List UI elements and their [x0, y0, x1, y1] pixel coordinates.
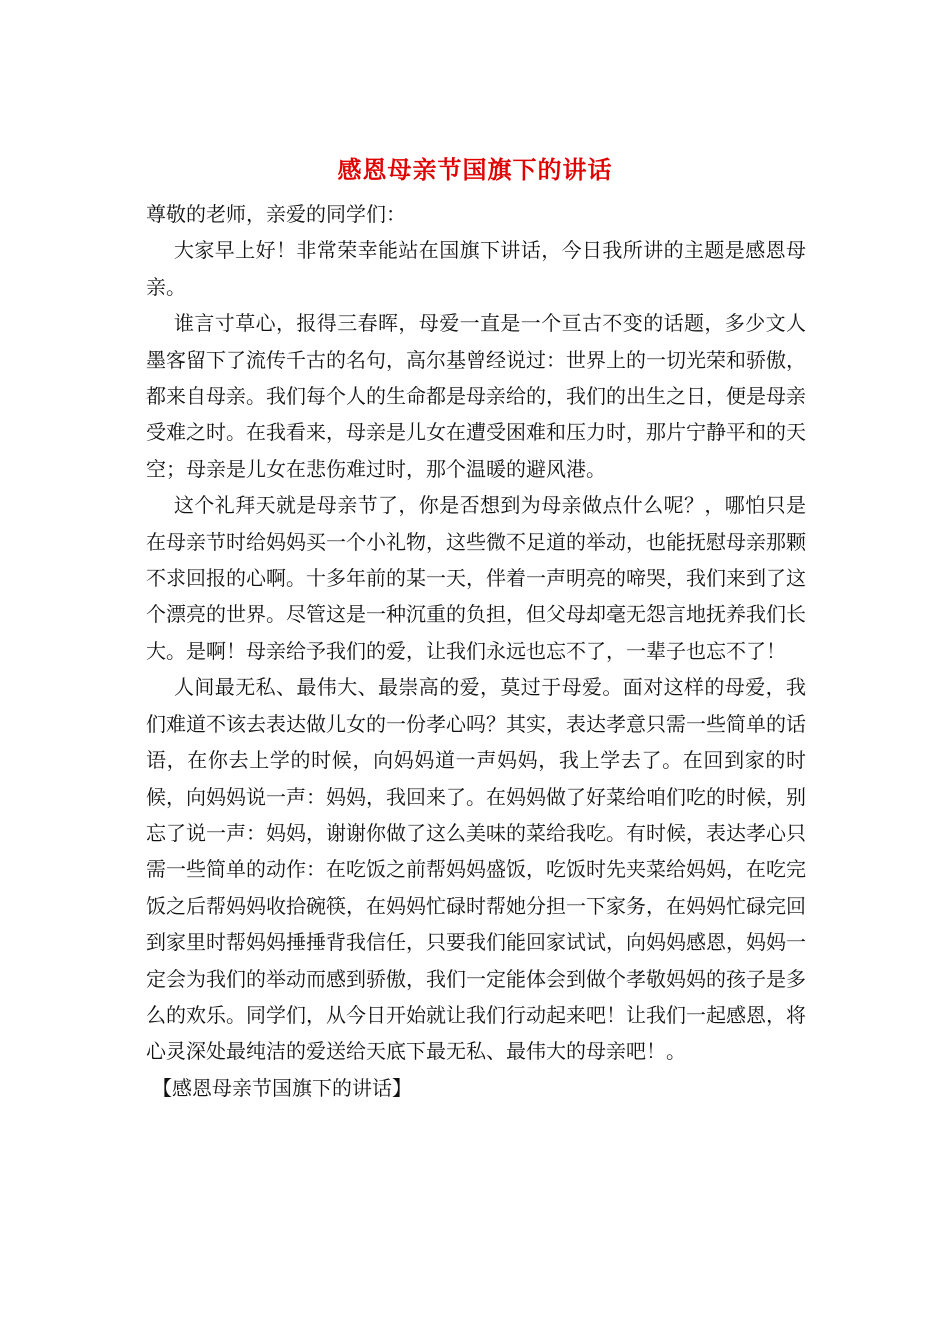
paragraph-greeting: 大家早上好！非常荣幸能站在国旗下讲话，今日我所讲的主题是感恩母亲。: [146, 238, 806, 299]
paragraph-gratitude: 人间最无私、最伟大、最崇高的爱，莫过于母爱。面对这样的母爱，我们难道不该去表达做儿女的一份孝心吗？其实，表达孝意只需一些简单的话语，在你去上学的时候，向妈妈道一声妈妈，我上学去了。在回到家的时候，向妈妈说一声：妈妈，我回来了。在妈妈做了好菜给咱们吃的时候，别忘了说一声：妈妈，谢谢你做了这么美味的菜给我吃。有时候，表达孝心只需一些简单的动作：在吃饭之前帮妈妈盛饭，吃饭时先夹菜给妈妈，在吃完饭之后帮妈妈收拾碗筷，在妈妈忙碌时帮她分担一下家务，在妈妈忙碌完回到家里时帮妈妈捶捶背我信任，只要我们能回家试试，向妈妈感恩，妈妈一定会为我们的举动而感到骄傲，我们一定能体会到做个孝敬妈妈的孩子是多么的欢乐。同学们，从今日开始就让我们行动起来吧！让我们一起感恩，将心灵深处最纯洁的爱送给天底下最无私、最伟大的母亲吧！。: [146, 675, 806, 1064]
document-body: [146, 196, 806, 1106]
document-title: 感恩母亲节国旗下的讲话: [337, 155, 613, 184]
paragraph-mother-love: 谁言寸草心，报得三春晖，母爱一直是一个亘古不变的话题，多少文人墨客留下了流传千古的名句，高尔基曾经说过：世界上的一切光荣和骄傲，都来自母亲。我们每个人的生命都是母亲给的，我们的出生之日，便是母亲受难之时。在我看来，母亲是儿女在遭受困难和压力时，那片宁静平和的天空；母亲是儿女在悲伤难过时，那个温暖的避风港。: [146, 311, 806, 481]
closing-title: 【感恩母亲节国旗下的讲话】: [152, 1075, 412, 1100]
paragraph-mothers-day: 这个礼拜天就是母亲节了，你是否想到为母亲做点什么呢？，哪怕只是在母亲节时给妈妈买一个小礼物，这些微不足道的举动，也能抚慰母亲那颗不求回报的心啊。十多年前的某一天，伴着一声明亮的啼哭，我们来到了这个漂亮的世界。尽管这是一种沉重的负担，但父母却毫无怨言地抚养我们长大。是啊！母亲给予我们的爱，让我们永远也忘不了，一辈子也忘不了！: [146, 493, 806, 663]
salutation: 尊敬的老师，亲爱的同学们：: [146, 202, 406, 226]
